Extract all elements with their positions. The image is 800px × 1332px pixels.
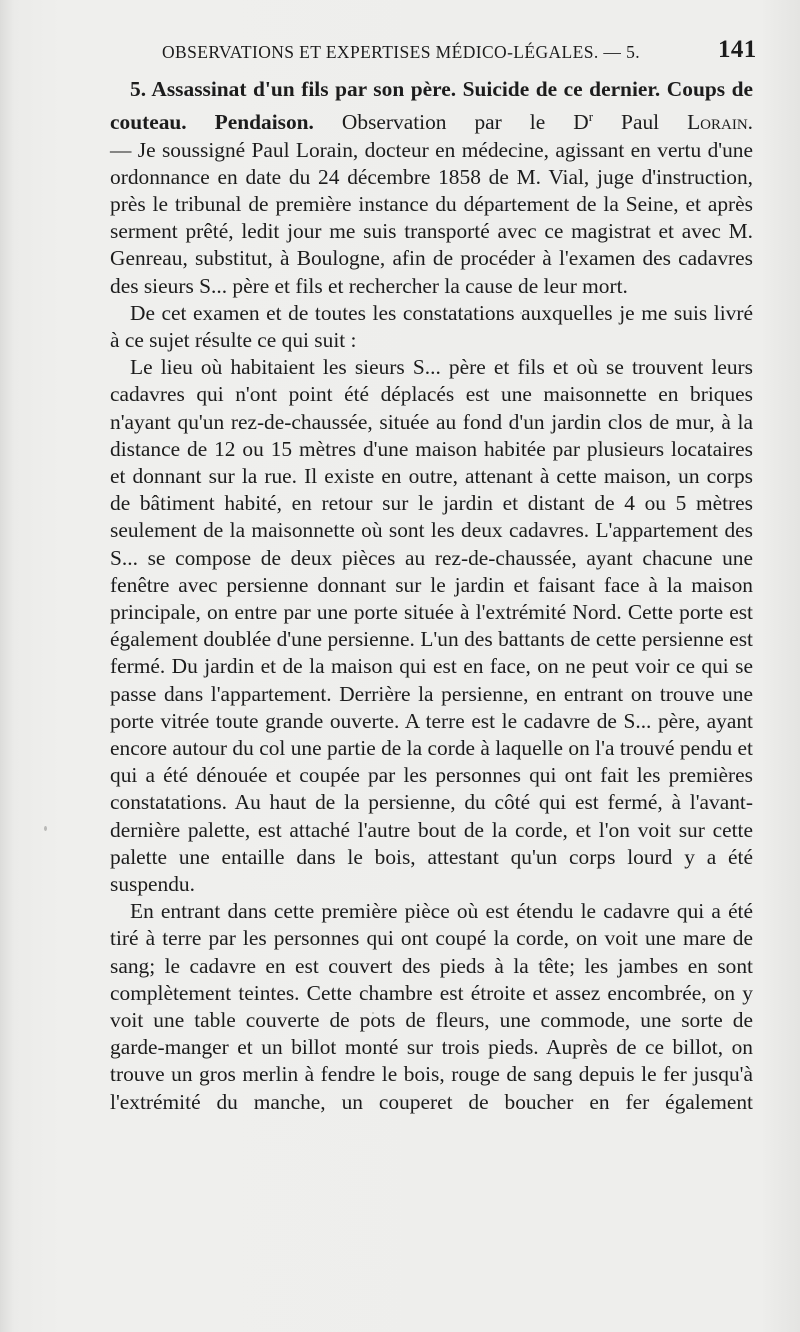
page-number: 141	[718, 36, 757, 63]
running-title: OBSERVATIONS ET EXPERTISES MÉDICO-LÉGALES. — 5.	[162, 42, 641, 62]
paragraph: De cet examen et de toutes les constatations auxquelles je me suis livré à ce sujet résulte ce qui suit :	[110, 300, 753, 352]
section-heading: 5. Assassinat d'un fils par son père. Suicide de ce dernier. Coups de couteau. Pendaison.	[110, 77, 753, 135]
running-header	[0, 36, 800, 76]
paragraph: — Je soussigné Paul Lorain, docteur en médecine, agissant en vertu d'une ordonnance en date du 24 décembre 1858 de M. Vial, juge d'instruction, près le tribunal de première instance du département de la Seine, et après serment prêté, ledit jour me suis transporté avec ce magistrat et avec M. Genreau, substitut, à Boulogne, afin de procéder à l'examen des cadavres des sieurs S... père et fils et rechercher la cause de leur mort.	[110, 137, 753, 298]
paragraph: En entrant dans cette première pièce où est étendu le cadavre qui a été tiré à terre par les personnes qui ont coupé la corde, on voit une mare de sang; le cadavre en est couvert des pieds à la tête; les jambes en sont complètement teintes. Cette chambre est étroite et assez encombrée, on y voit une table couverte de pots de fleurs, une commode, une sorte de garde-manger et un billot monté sur trois pieds. Auprès de ce billot, on trouve un gros merlin à fendre le bois, rouge de sang depuis le fer jusqu'à l'extrémité du manche, un couperet de boucher en fer également	[110, 899, 753, 1114]
body-text	[110, 76, 753, 1116]
observer-first-name: Paul	[621, 110, 660, 135]
paragraph: Le lieu où habitaient les sieurs S... père et fils et où se trouvent leurs cadavres qui n'ont point été déplacés est une maisonnette en briques n'ayant qu'un rez-de-chaussée, située au fond d'un jardin clos de mur, à la distance de 12 ou 15 mètres d'une maison habitée par plusieurs locataires et donnant sur la rue. Il existe en outre, attenant à cette maison, un corps de bâtiment habité, en retour sur le jardin et distant de 4 ou 5 mètres seulement de la maisonnette où sont les deux cadavres. L'appartement des S... se compose de deux pièces au rez-de-chaussée, ayant chacune une fenêtre avec persienne donnant sur le jardin et faisant face à la maison principale, on entre par une porte située à l'extrémité Nord. Cette porte est également doublée d'une persienne. L'un des battants de cette persienne est fermé. Du jardin et de la maison qui est en face, on ne peut voir ce qui se passe dans l'appartement. Derrière la persienne, en entrant on trouve une porte vitrée toute grande ouverte. A terre est le cadavre de S... père, ayant encore autour du col une partie de la corde à laquelle on l'a trouvé pendu et qui a été dénouée et coupée par les personnes qui ont fait les premières constatations. Au haut de la persienne, du côté qui est fermé, à l'avant-dernière palette, est attaché l'autre bout de la corde, et l'on voit sur cette palette une entaille dans le bois, attestant qu'un corps lourd y a été suspendu.	[110, 355, 753, 897]
observer-title-sup: r	[588, 109, 594, 125]
observer-prefix: Observation par le D	[341, 110, 589, 135]
section-title	[110, 76, 753, 137]
observer-last-name: Lorain.	[687, 110, 754, 135]
paper-speck	[44, 826, 47, 831]
